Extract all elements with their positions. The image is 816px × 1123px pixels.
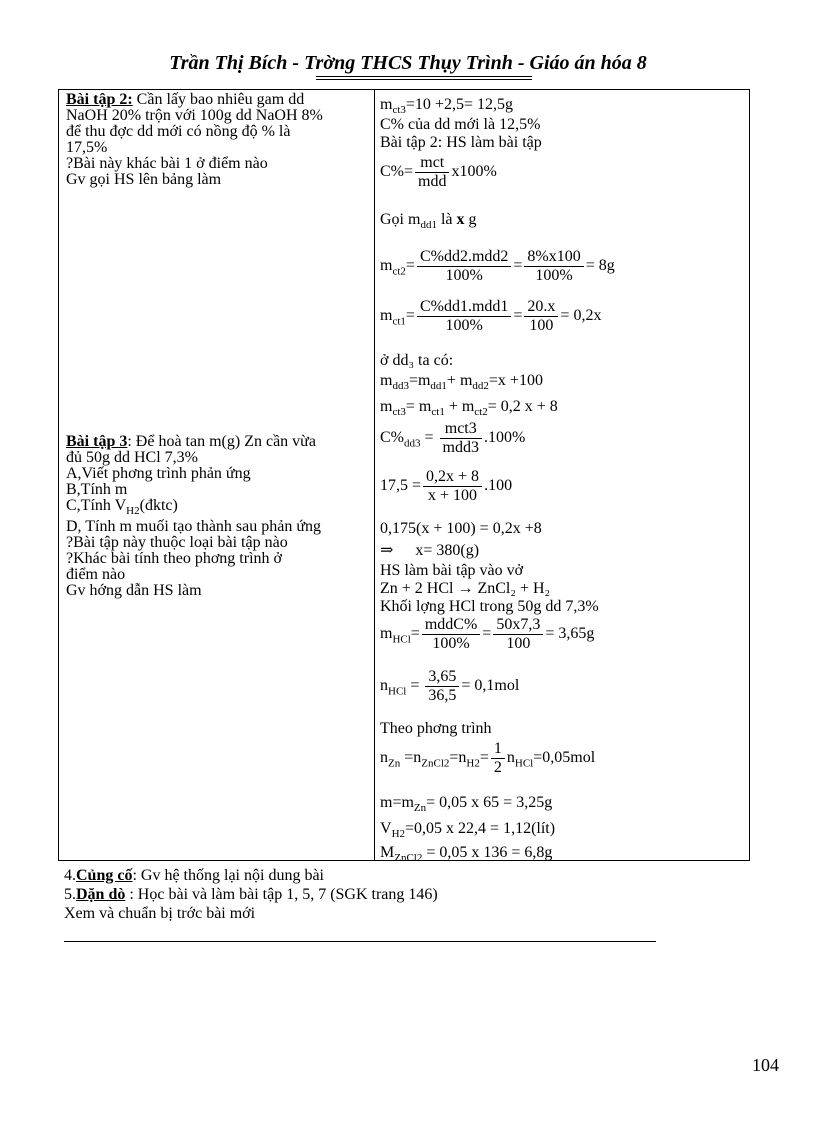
solution-line: 0,175(x + 100) = 0,2x +8 [380, 520, 542, 537]
exercise-3-line: ?Bài tập này thuộc loại bài tập nào [66, 534, 288, 552]
exercise-3-line: Gv hớng dẫn HS làm [66, 582, 202, 600]
exercise-3-prompt [66, 434, 366, 599]
exercise-3-line: C,Tính $V_{H2}(đktc)$ [66, 497, 178, 518]
formula-nhcl: $n_{HCl}$ = $\frac{3,65}{36,5}$ = 0,1mol [380, 668, 520, 704]
solution-line: Bài tập 2: HS làm bài tập [380, 134, 542, 151]
exercise-3-line: ?Khác bài tính theo phơng trình ở [66, 550, 282, 568]
formula-concentration: C%= $\frac{\text{mct}}{\text{mdd}}$ x100% [380, 154, 497, 190]
exercise-2-line: NaOH 20% trộn với 100g dd NaOH 8% [66, 107, 323, 124]
exercise-3-line: đủ 50g dd HCl 7,3% [66, 449, 198, 466]
solution-line: C% của dd mới là 12,5% [380, 116, 541, 133]
solution-line: Khối lợng HCl trong 50g dd 7,3% [380, 598, 599, 615]
formula-mct1: $m_{ct1}=$ $\frac{\text{C\%dd1.mdd1}}{100\%}$ = $\frac{20.x}{100}$ = 0,2x [380, 298, 602, 334]
exercise-2-text: Cần lấy bao nhiêu gam dd [132, 91, 305, 108]
exercise-3-text: : Để hoà tan m(g) Zn cần vừa [127, 433, 316, 450]
exercise-2-line: Gv gọi HS lên bảng làm [66, 171, 222, 188]
footer-consolidation: 4.Củng cố: Gv hệ thống lại nội dung bài [64, 867, 324, 884]
formula-moles: $n_{Zn} =n_{ZnCl2}=n_{H2}=$ $\frac{1}{2}$ $n_{HCl}=0,05mol$ [380, 740, 596, 776]
solution-line: $m=m_{Zn}= 0,05$ x 65 = 3,25g [380, 794, 553, 815]
solution-line: HS làm bài tập vào vở [380, 562, 524, 579]
exercise-3-title: Bài tập 3 [66, 433, 128, 450]
exercise-3-line: A,Viết phơng trình phản ứng [66, 465, 251, 482]
solution-line: Theo phơng trình [380, 720, 492, 737]
formula-c-dd3: $C\%_{dd3}$ = $\frac{\text{mct3}}{\text{mdd3}}$ .100% [380, 420, 526, 456]
exercise-2-line: 17,5% [66, 139, 108, 156]
column-divider [374, 89, 375, 861]
exercise-3-line: B,Tính m [66, 481, 128, 498]
lesson-footer [64, 866, 438, 923]
exercise-2-line: để thu đợc dd mới có nồng độ % là [66, 123, 291, 140]
exercise-2-prompt [66, 92, 366, 188]
solution-line: $m_{ct3}= m_{ct1} + m_{ct2}= 0,2$ x + 8 [380, 398, 558, 419]
footer-preview: Xem và chuẩn bị trớc bài mới [64, 905, 256, 922]
solution-line: $M_{ZnCl2} = 0,05$ x 136 = 6,8g [380, 844, 553, 865]
exercise-3-line: điểm nào [66, 566, 126, 584]
solution-line: $m_{ct3}=10 +2,5= 12,5g$ [380, 96, 513, 117]
solution-line: ⇒ x= 380(g) [380, 542, 480, 559]
header-rule [316, 76, 532, 80]
exercise-3-line: D, Tính m muối tạo thành sau phản ứng [66, 518, 322, 536]
solution-line: ở dd₃ ta có: [380, 352, 454, 369]
formula-mhcl: $m_{HCl}=$ $\frac{\text{mddC\%}}{100\%}$ = $\frac{50x7,3}{100}$ = 3,65g [380, 616, 595, 652]
exercise-2-title: Bài tập 2: [66, 91, 133, 108]
reaction-equation: Zn + 2 HCl → ZnCl₂ + H₂ [380, 580, 551, 597]
formula-mct2: $m_{ct2}=$ $\frac{\text{C\%dd2.mdd2}}{100\%}$ = $\frac{8\%x100}{100\%}$ = 8g [380, 248, 615, 284]
formula-equation: 17,5 = $\frac{0,2x + 8}{x + 100}$ .100 [380, 468, 513, 504]
page-header: Trần Thị Bích - Trờng THCS Thụy Trình - Giáo án hóa 8 [169, 52, 647, 74]
footer-rule [64, 941, 656, 942]
solution-line: $m_{dd3}=m_{dd1}+ m_{dd2}=x +100$ [380, 372, 543, 393]
solution-line: $V_{H2}=0,05$ x 22,4 = 1,12(lít) [380, 820, 556, 841]
solution-line: Gọi $m_{dd1}$ là x g [380, 211, 477, 232]
page-number: 104 [752, 1055, 779, 1075]
footer-homework: 5.Dặn dò : Học bài và làm bài tập 1, 5, 7 (SGK trang 146) [64, 886, 438, 903]
exercise-2-line: ?Bài này khác bài 1 ở điểm nào [66, 155, 268, 172]
